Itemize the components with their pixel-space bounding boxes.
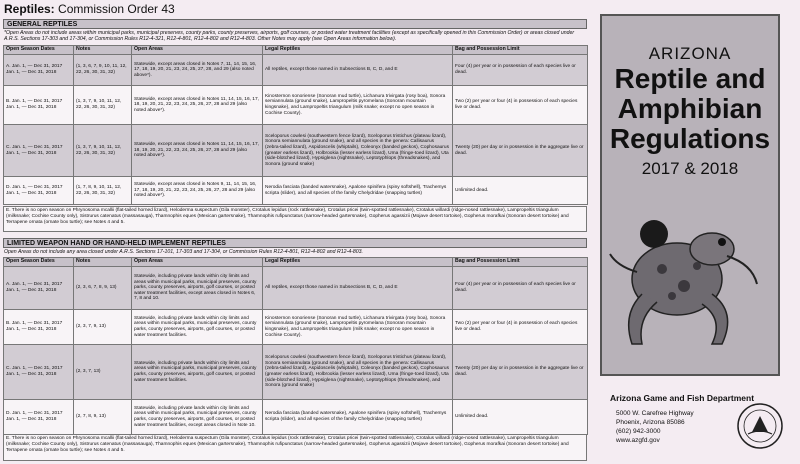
cell-notes: (2, 7, 8, 9, 13) (74, 400, 132, 435)
column-header: Open Areas (132, 258, 263, 267)
cell-reptiles: Kinosternon sonoriense (Sonoran mud turtle), Lichanura trivirgata (rosy boa), Sonora semiannulata (ground snake), Lampropeltis pyromelana (Sonoran mountain kingsnake), and Lampropeltis triangulum (milk snake; except no open season in Cochise County). (263, 86, 453, 125)
limited-reptiles-table (3, 257, 588, 435)
column-header: Notes (74, 46, 132, 55)
title-sub: Commission Order 43 (58, 2, 175, 16)
limited-note: Open Areas do not include any area closed under A.R.S. Sections 17-101, 17-303 and 17-304, or Commission Rules R12-4-801, R12-4-802 and R12-4-803. (4, 249, 363, 255)
table-row (4, 125, 588, 177)
column-header: Open Season Dates (4, 258, 74, 267)
cell-season: A. Jan. 1, — Dec 31, 2017 Jan. 1, — Dec 31, 2018 (4, 55, 74, 86)
cell-areas: Statewide, except areas closed in Notes 7, 11, 14, 15, 16, 17, 18, 19, 20, 21, 23, 24, 25, 27, 28, and 29 (also noted above*). (132, 55, 263, 86)
column-header: Legal Reptiles (263, 46, 453, 55)
cell-areas: Statewide, including private lands within city limits and areas within municipal parks, municipal preserves, county parks, county preserves, airports, golf courses, or posted water treatment facilities, except areas closed in Note 10. (132, 400, 263, 435)
cell-notes: (2, 3, 6, 7, 8, 9, 13) (74, 267, 132, 310)
cover-title-line1: Reptile and (614, 63, 766, 94)
column-header: Bag and Possession Limit (453, 258, 588, 267)
cover-years: 2017 & 2018 (641, 159, 739, 178)
limited-footer-note: E. There is no open season on Phrynosoma mcallii (flat-tailed horned lizard), Heloderma suspectum (Gila monster), Crotalus lepidus (rock rattlesnake), Crotalus pricei (twin-spotted rattlesnake), Crotalus willardi (ridge-nosed rattlesnake), Lampropeltis triangulum (milksnake; Cochise County only), Sistrurus catenatus (massasauga), Thamnophis eques (Mexican gartersnake), Thamnophis rufipunctatus (narrow-headed gartersnake), Gopherus agassizii (Mojave desert tortoise), Gopherus morafkai (Sonoran desert tortoise) and Terrapene ornata (ornate box turtle); see Notes 4 and 5. (3, 434, 587, 461)
table-row (4, 345, 588, 400)
column-header: Open Season Dates (4, 46, 74, 55)
website: www.azgfd.gov (616, 437, 660, 444)
cell-reptiles: Nerodia fasciata (banded watersnake), Apalone spinifera (spiny softshell), Trachemys scripta (slider), and all species of the family Chelydridae (snapping turtles) (263, 400, 453, 435)
column-header: Bag and Possession Limit (453, 46, 588, 55)
table-row (4, 55, 588, 86)
column-header: Open Areas (132, 46, 263, 55)
cell-areas: Statewide, including private lands within city limits and areas within municipal parks, municipal preserves, county parks, county preserves, airports, golf courses, or posted water treatment facilities, except areas closed in Notes 6, 7, 8 and 10. (132, 267, 263, 310)
cover-card (600, 14, 780, 376)
cover-title-line3: Regulations (609, 123, 771, 154)
cell-season: A. Jan. 1, — Dec 31, 2017 Jan. 1, — Dec 31, 2018 (4, 267, 74, 310)
general-reptiles-table (3, 45, 588, 205)
address-line2: Phoenix, Arizona 85086 (616, 419, 685, 426)
cell-areas: Statewide, including private lands within city limits and areas within municipal parks, municipal preserves, county parks, county preserves, airports, golf courses, or posted water treatment facilities. (132, 310, 263, 345)
cell-areas: Statewide, including private lands within city limits and areas within municipal parks, municipal preserves, county parks, county preserves, airports, golf courses, or posted water treatment facilities. (132, 345, 263, 400)
cell-notes: (1, 3, 7, 9, 10, 11, 12, 22, 26, 30, 31, 32) (74, 86, 132, 125)
cell-limit: Unlimited dead. (453, 400, 588, 435)
table-row (4, 400, 588, 435)
cell-season: C. Jan. 1, — Dec 31, 2017 Jan. 1, — Dec 31, 2018 (4, 345, 74, 400)
cover-panel (600, 0, 800, 464)
cell-reptiles: All reptiles, except those named in Subsections B, C, D, and E (263, 55, 453, 86)
page-title (4, 2, 175, 16)
table-row (4, 86, 588, 125)
table-row (4, 310, 588, 345)
department-name: Arizona Game and Fish Department (610, 393, 755, 403)
cell-notes: (1, 7, 8, 9, 10, 11, 12, 22, 26, 30, 31, 32) (74, 177, 132, 205)
cell-season: B. Jan. 1, — Dec 31, 2017 Jan. 1, — Dec 31, 2018 (4, 310, 74, 345)
seal-icon (736, 402, 784, 450)
cell-limit: Two (2) per year or four (4) in possession of each species live or dead. (453, 86, 588, 125)
cell-notes: (2, 3, 7, 13) (74, 345, 132, 400)
toad-illustration (602, 194, 782, 364)
table-header-row (4, 258, 588, 267)
cell-areas: Statewide, except areas closed in Notes 11, 14, 15, 16, 17, 18, 19, 20, 21, 22, 23, 24, 25, 26, 27, 28 and 29 (also noted above*). (132, 125, 263, 177)
cover-state: ARIZONA (648, 44, 732, 63)
general-reptiles-heading: GENERAL REPTILES (3, 19, 587, 29)
cell-notes: (1, 3, 7, 9, 10, 11, 12, 22, 26, 30, 31, 32) (74, 125, 132, 177)
cell-reptiles: Nerodia fasciata (banded watersnake), Apalone spinifera (spiny softshell), Trachemys scripta (slider), and all species of the family Chelydridae (snapping turtles) (263, 177, 453, 205)
cell-notes: (2, 3, 7, 9, 13) (74, 310, 132, 345)
table-row (4, 267, 588, 310)
limited-reptiles-heading: LIMITED WEAPON HAND OR HAND-HELD IMPLEMENT REPTILES (3, 238, 587, 248)
table-row (4, 177, 588, 205)
column-header: Legal Reptiles (263, 258, 453, 267)
column-header: Notes (74, 258, 132, 267)
cell-reptiles: All reptiles, except those named in Subsections B, C, D, and E (263, 267, 453, 310)
address-line1: 5000 W. Carefree Highway (616, 410, 694, 417)
cell-notes: (1, 3, 6, 7, 9, 10, 11, 12, 22, 26, 30, 31, 32) (74, 55, 132, 86)
cell-limit: Twenty (20) per day or in possession in the aggregate live or dead. (453, 345, 588, 400)
cell-reptiles: Sceloporus cowlesi (southwestern fence lizard), Sceloporus tristichus (plateau lizard), Sonora semiannulata (ground snake), and all species in the genera: Callisaurus (zebra-tailed lizard), Aspidoscelis (whiptails), Coleonyx (banded geckos), Cophosaurus (greater earless lizard), Holbrookia (lesser earless lizard), Uma (fringe-toed lizard), Uta (side-blotched lizard), Hypsiglena (nightsnake), Leptotyphlops (threadsnakes), and Sonora (ground snake) (263, 345, 453, 400)
phone-number: (602) 942-3000 (616, 428, 661, 435)
department-address (616, 409, 694, 445)
cell-reptiles: Kinosternon sonoriense (Sonoran mud turtle), Lichanura trivirgata (rosy boa), Sonora semiannulata (ground snake), Lampropeltis pyromelana (Sonoran mountain kingsnake), and Lampropeltis triangulum (milk snake; except no open season in Cochise County). (263, 310, 453, 345)
cell-areas: Statewide, except areas closed in Notes 9, 11, 14, 15, 16, 17, 18, 19, 20, 21, 22, 23, 24, 25, 26, 27, 28 and 29 (also noted above*). (132, 177, 263, 205)
general-note: *Open Areas do not include areas within municipal parks, municipal preserves, county parks, county preserves, airports, golf courses, or posted water treatment facilities (except as specifically opened in this Commission Order) or areas closed under A.R.S. Sections 17-303 and 17-304, or Commission Rules R12-4-321, R12-4-801, R12-4-802 and R12-4-803. Other Notes may apply (see Open Areas information below). (4, 30, 575, 43)
title-bold: Reptiles: (4, 2, 55, 16)
cell-season: C. Jan. 1, — Dec 31, 2017 Jan. 1, — Dec 31, 2018 (4, 125, 74, 177)
cover-title-line2: Amphibian (617, 93, 763, 124)
cell-areas: Statewide, except areas closed in Notes 11, 14, 15, 16, 17, 18, 19, 20, 21, 22, 23, 24, 25, 26, 27, 28 and 29 (also noted above*). (132, 86, 263, 125)
cell-season: D. Jan. 1, — Dec 31, 2017 Jan. 1, — Dec 31, 2018 (4, 400, 74, 435)
cell-limit: Twenty (20) per day or in possession in the aggregate live or dead. (453, 125, 588, 177)
cell-limit: Two (2) per year or four (4) in possession of each species live or dead. (453, 310, 588, 345)
cell-reptiles: Sceloporus cowlesi (southwestern fence lizard), Sceloporus tristichus (plateau lizard), Sonora semiannulata (ground snake), and all species in the genera: Callisaurus (zebra-tailed lizard), Aspidoscelis (whiptails), Coleonyx (banded geckos), Cophosaurus (greater earless lizard), Holbrookia (lesser earless lizard), Uma (fringe-toed lizard), Uta (side-blotched lizard), Hypsiglena (nightsnake), Leptotyphlops (threadsnakes), and Sonora (ground snake) (263, 125, 453, 177)
cell-season: B. Jan. 1, — Dec 31, 2017 Jan. 1, — Dec 31, 2018 (4, 86, 74, 125)
cell-season: D. Jan. 1, — Dec 31, 2017 Jan. 1, — Dec 31, 2018 (4, 177, 74, 205)
table-header-row (4, 46, 588, 55)
cell-limit: Four (4) per year or in possession of each species live or dead. (453, 55, 588, 86)
cell-limit: Four (4) per year or in possession of each species live or dead. (453, 267, 588, 310)
general-footer-note: E. There is no open season on Phrynosoma mcallii (flat-tailed horned lizard), Heloderma suspectum (Gila monster), Crotalus lepidus (rock rattlesnake), Crotalus pricei (twin-spotted rattlesnake), Crotalus willardi (ridge-nosed rattlesnake), Lampropeltis triangulum (milksnake; Cochise County only), Sistrurus catenatus (massasauga), Thamnophis eques (Mexican gartersnake), Thamnophis rufipunctatus (narrow-headed gartersnake), Gopherus agassizii (Mojave desert tortoise), Gopherus morafkai (Sonoran desert tortoise) and Terrapene ornata (ornate box turtle); see Notes 4 and 5. (3, 206, 587, 232)
cell-limit: Unlimited dead. (453, 177, 588, 205)
